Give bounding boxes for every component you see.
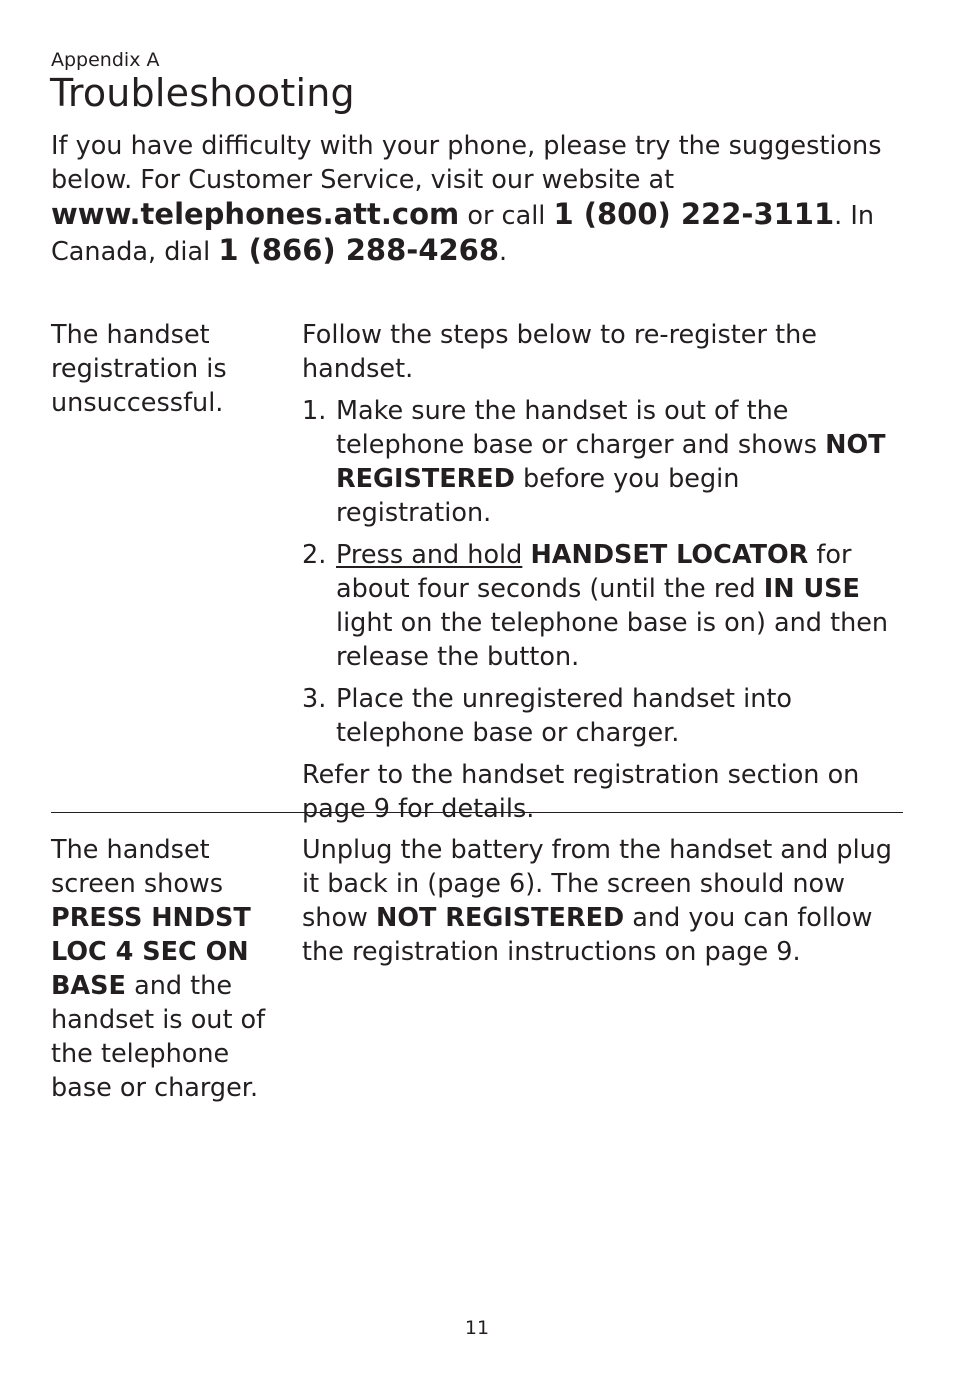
light-name-text: IN USE [763, 574, 860, 604]
step-number: 3. [302, 684, 327, 714]
steps-list [302, 394, 902, 750]
intro-end: . [499, 237, 508, 267]
page-number: 11 [464, 1317, 490, 1339]
press-and-hold-text: Press and hold [336, 540, 523, 570]
list-item [302, 538, 902, 674]
step-text: Place the unregistered handset into telephone base or charger. [336, 684, 792, 748]
step-text: before you begin registration. [336, 464, 740, 528]
canada-text: . In Canada, dial [51, 201, 875, 267]
solution-text: and you can follow the registration instructions on page 9. [302, 903, 873, 967]
problem-text: and the handset is out of the telephone base or charger. [51, 971, 266, 1103]
website-link[interactable]: www.telephones.att.com [51, 197, 460, 231]
solution-intro: Follow the steps below to re-register the handset. [302, 320, 817, 384]
row-divider [51, 812, 903, 813]
solution-outro: Refer to the handset registration section on page 9 for details. [302, 760, 860, 824]
step-text: light on the telephone base is on) and then release the button. [336, 608, 889, 672]
solution-text: Unplug the battery from the handset and plug it back in (page 6). The screen should now show [302, 835, 892, 933]
step-text: for about four seconds (until the red [336, 540, 852, 604]
intro-paragraph [51, 129, 901, 269]
status-text: NOT REGISTERED [376, 903, 625, 933]
list-item [302, 682, 902, 750]
solution-cell [302, 318, 902, 826]
us-phone-number: 1 (800) 222-3111 [553, 197, 835, 231]
step-number: 2. [302, 540, 327, 570]
problem-cell: The handset registration is unsuccessful. [51, 320, 227, 418]
status-text: NOT REGISTERED [336, 430, 886, 494]
section-label: Appendix A [51, 49, 160, 71]
button-name-text: HANDSET LOCATOR [530, 540, 809, 570]
or-call-text: or call [459, 201, 554, 231]
problem-text: The handset screen shows [51, 835, 224, 899]
canada-phone-number: 1 (866) 288-4268 [218, 233, 500, 267]
page-title: Troubleshooting [50, 71, 355, 115]
step-number: 1. [302, 396, 327, 426]
list-item [302, 394, 902, 530]
screen-message-text: PRESS HNDST LOC 4 SEC ON BASE [51, 903, 251, 1001]
intro-text: If you have difficulty with your phone, please try the suggestions below. For Customer Service, visit our website at [51, 131, 882, 195]
step-text: Make sure the handset is out of the telephone base or charger and shows [336, 396, 826, 460]
solution-cell [302, 833, 902, 969]
problem-cell [51, 833, 281, 1105]
